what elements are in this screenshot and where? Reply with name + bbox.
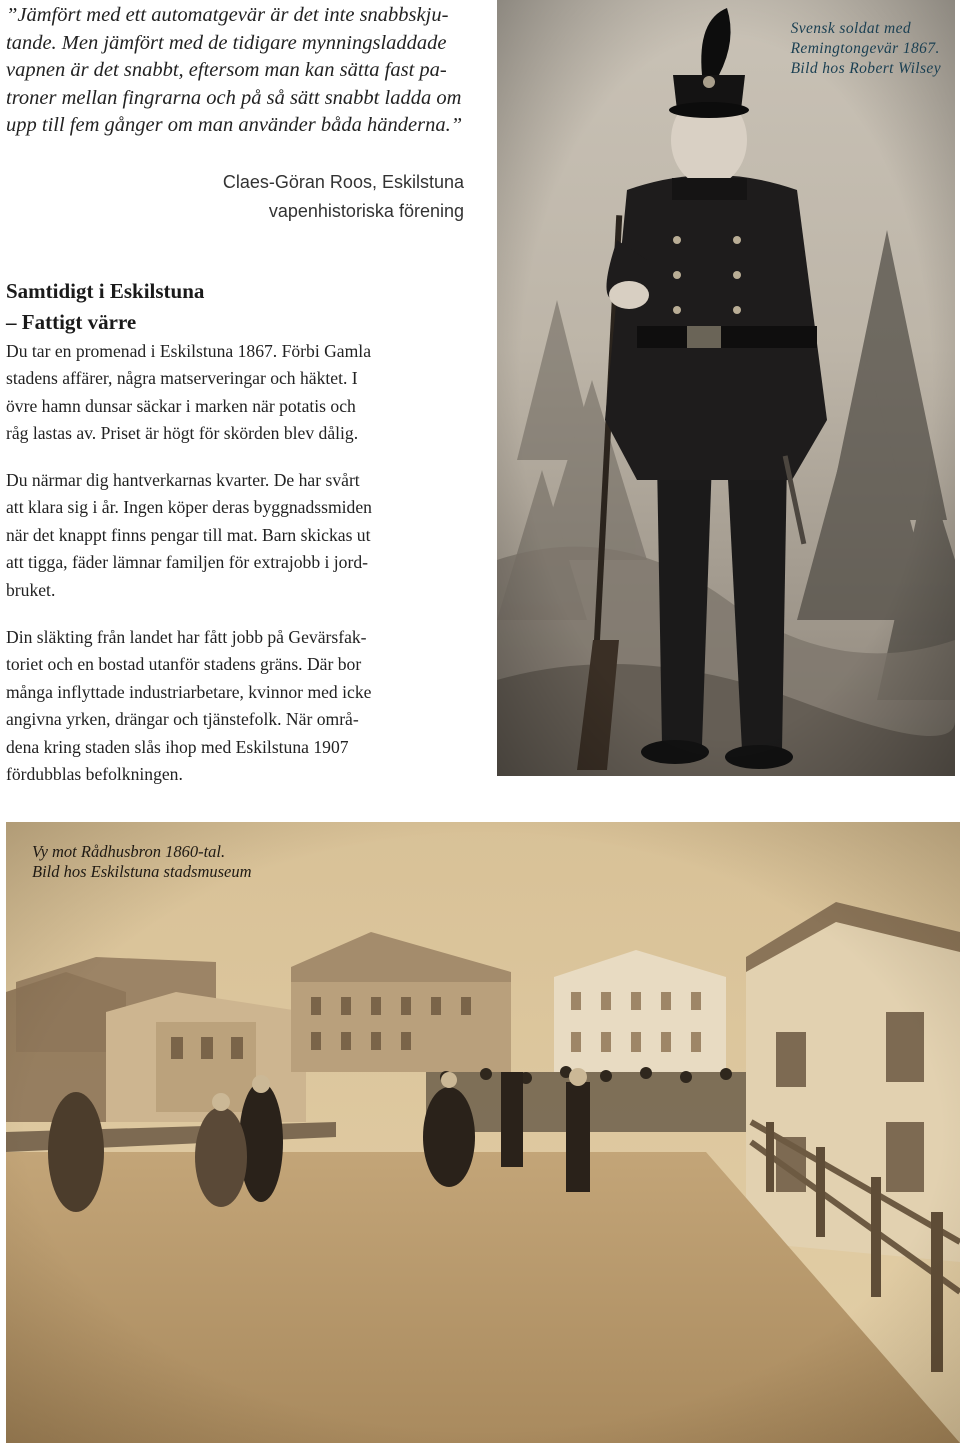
paragraph-line: när det knappt finns pengar till mat. Barn skickas ut (6, 524, 371, 545)
paragraph-line: övre hamn dunsar säckar i marken när potatis och (6, 395, 356, 416)
paragraph-line: fördubblas befolkningen. (6, 764, 183, 785)
article-paragraph-1 (6, 338, 476, 448)
article-heading (6, 276, 486, 338)
paragraph-line: Du tar en promenad i Eskilstuna 1867. Förbi Gamla (6, 341, 372, 361)
quote-line: ”Jämfört med ett automatgevär är det inte snabbskju- (6, 4, 449, 26)
caption-line: Vy mot Rådhusbron 1860-tal. (32, 842, 226, 861)
quote-line: tande. Men jämfört med de tidigare mynningsladdade (6, 31, 447, 54)
paragraph-line: toriet och en bostad utanför stadens gräns. Där bor (6, 654, 362, 675)
quote-attribution (150, 168, 464, 226)
paragraph-line: att tigga, fäder lämnar familjen för extrajobb i jord- (6, 552, 368, 573)
paragraph-line: stadens affärer, några matserveringar och häktet. I (6, 368, 358, 389)
caption-line: Bild hos Eskilstuna stadsmuseum (32, 862, 252, 881)
soldier-caption (791, 19, 941, 79)
paragraph-line: dena kring staden slås ihop med Eskilstuna 1907 (6, 736, 349, 757)
quote-line: troner mellan fingrarna och på så sätt snabbt ladda om (6, 86, 462, 109)
caption-line: Bild hos Robert Wilsey (790, 60, 941, 77)
article-paragraph-2 (6, 467, 476, 604)
street-illustration (6, 822, 960, 1443)
street-photo (6, 822, 960, 1443)
quote-line: upp till fem gånger om man använder båda händerna.” (6, 114, 463, 136)
soldier-photo (497, 0, 955, 776)
heading-line-1: Samtidigt i Eskilstuna (6, 279, 205, 303)
paragraph-line: Du närmar dig hantverkarnas kvarter. De har svårt (6, 470, 360, 490)
soldier-illustration (497, 0, 955, 776)
quote-line: vapnen är det snabbt, eftersom man kan sätta fast pa- (6, 59, 447, 81)
attribution-org: vapenhistoriska förening (268, 201, 464, 221)
paragraph-line: Din släkting från landet har fått jobb på Gevärsfak- (6, 627, 367, 647)
paragraph-line: bruket. (6, 579, 56, 600)
quote-block (6, 2, 486, 140)
street-caption (32, 842, 252, 882)
attribution-name: Claes-Göran Roos, Eskilstuna (222, 172, 464, 192)
caption-line: Remingtongevär 1867. (790, 40, 940, 57)
paragraph-line: angivna yrken, drängar och tjänstefolk. När områ- (6, 709, 359, 730)
heading-line-2: – Fattigt värre (6, 310, 137, 334)
caption-line: Svensk soldat med (790, 20, 912, 37)
paragraph-line: många inflyttade industriarbetare, kvinnor med icke (6, 681, 372, 702)
paragraph-line: råg lastas av. Priset är högt för skörden blev dålig. (6, 423, 359, 444)
paragraph-line: att klara sig i år. Ingen köper deras byggnadssmiden (6, 497, 372, 518)
article-paragraph-3 (6, 624, 476, 788)
